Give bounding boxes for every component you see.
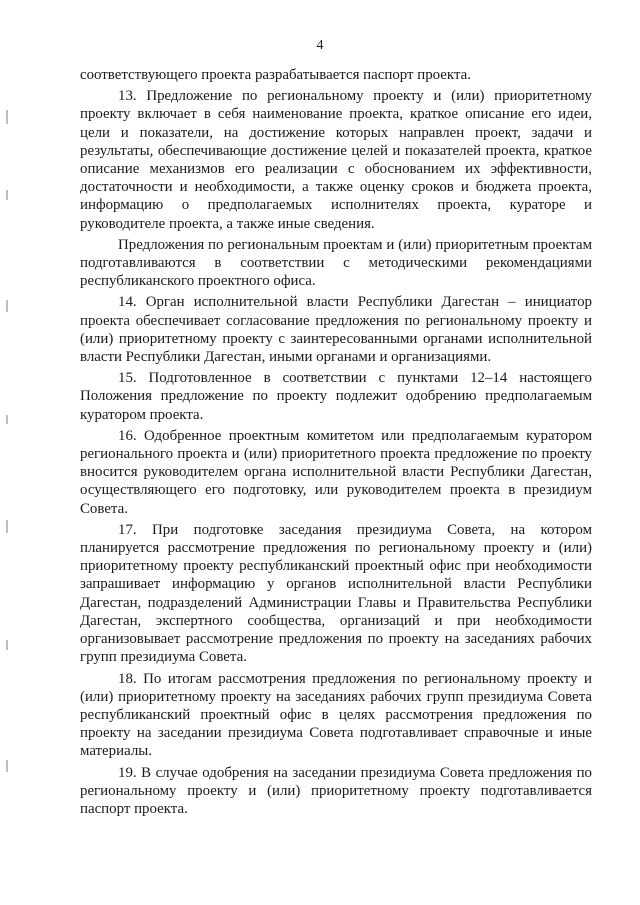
paragraph-13-methodology: Предложения по региональным проектам и (или) приоритетным проектам подготавливаются в соответствии с методическими рекомендациями республиканского проектного офиса. [80,236,592,290]
paragraph-14: 14. Орган исполнительной власти Республики Дагестан – инициатор проекта обеспечивает согласование предложения по региональному проекту и (или) приоритетному проекту с заинтересованными органами исполнительной власти Республики Дагестан, иными органами и организациями. [80,294,592,366]
scan-margin-marks [0,0,18,905]
page-number: 4 [316,38,324,53]
paragraph-18: 18. По итогам рассмотрения предложения по региональному проекту и (или) приоритетному проекту на заседаниях рабочих групп президиума Совета республиканский проектный офис в целях рассмотрения предложения по проекту на заседании президиума Совета подготавливает справочные и иные материалы. [80,670,592,760]
paragraph-15: 15. Подготовленное в соответствии с пунктами 12–14 настоящего Положения предложение по проекту подлежит одобрению предполагаемым куратором проекта. [80,370,592,423]
paragraph-16: 16. Одобренное проектным комитетом или предполагаемым куратором регионального проекта и (или) приоритетного проекта предложение по проекту вносится руководителем органа исполнительной власти Республики Дагестан, осуществляющего его подготовку, или руководителем проекта в президиум Совета. [80,427,592,517]
paragraph-13: 13. Предложение по региональному проекту и (или) приоритетному проекту включает в себя наименование проекта, краткое описание его идеи, цели и показатели, на достижение которых направлен проект, задачи и результаты, обеспечивающие достижение целей и показателей проекта, краткое описание механизмов его реализации с обоснованием их эффективности, достаточности и необходимости, а также оценку сроков и бюджета проекта, информацию о предполагаемых исполнителях проекта, кураторе и руководителе проекта, а также иные сведения. [80,88,592,232]
paragraph-17: 17. При подготовке заседания президиума Совета, на котором планируется рассмотрение предложения по региональному проекту и (или) приоритетному проекту республиканский проектный офис при необходимости запрашивает информацию у органов исполнительной власти Республики Дагестан, подразделений Администрации Главы и Правительства Республики Дагестан, экспертного сообщества, организаций и при необходимости организовывает рассмотрение предложения по проекту на заседаниях рабочих групп президиума Совета. [80,521,592,666]
paragraph-19: 19. В случае одобрения на заседании президиума Совета предложения по региональному проекту и (или) приоритетному проекту подготавливается паспорт проекта. [80,764,592,817]
paragraph-continuation: соответствующего проекта разрабатывается паспорт проекта. [80,67,471,83]
document-body [80,66,592,818]
